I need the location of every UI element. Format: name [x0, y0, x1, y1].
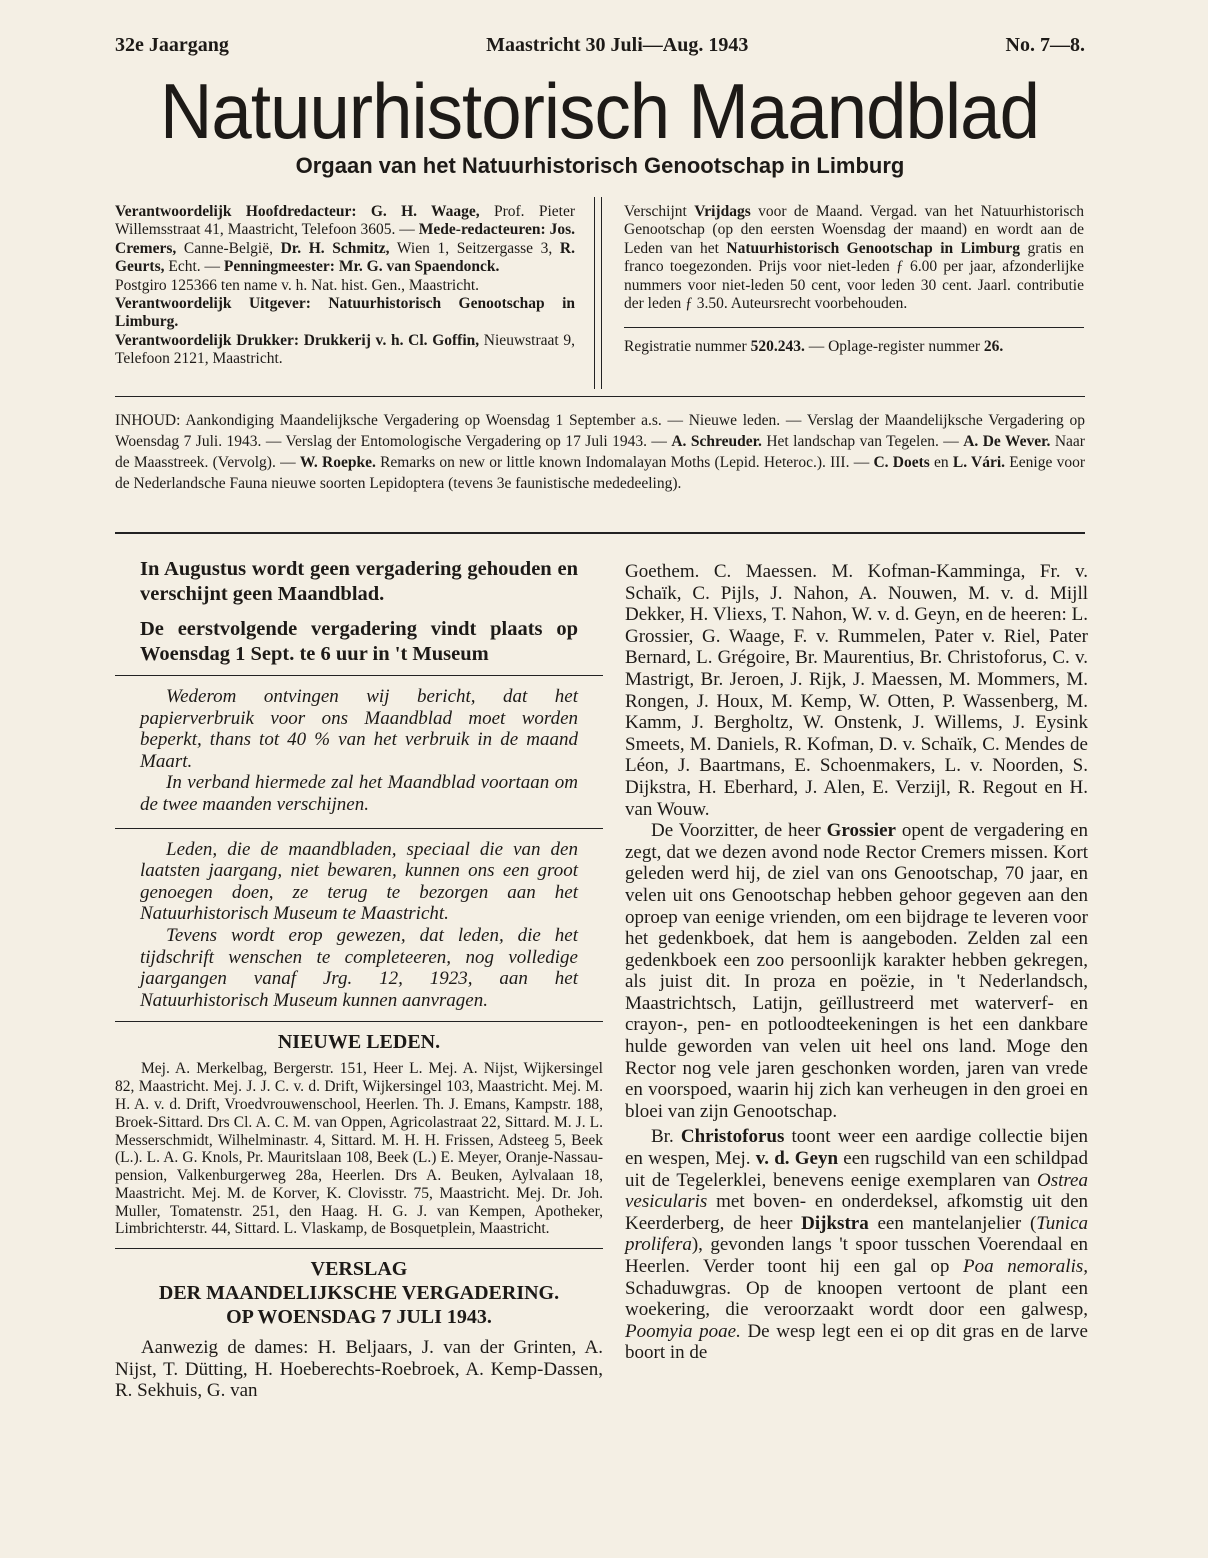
text-run: en — [929, 454, 953, 471]
text-run: toont weer een aardige collectie bijen en wespen, Mej. — [625, 1126, 1088, 1170]
bold-text-run: Natuurhistorisch Genootschap in Limburg — [726, 239, 1021, 257]
attendance-continued — [625, 561, 1088, 820]
bold-text-run: 520.243. — [750, 338, 805, 356]
text-run: Eenige voor de Nederlandsche Fauna nieuwe soorten Lepidoptera (tevens 3e faunistische mededeeling). — [115, 454, 1085, 492]
exhibits-paragraph — [625, 1126, 1088, 1364]
report-heading-1: VERSLAG — [310, 1258, 408, 1281]
text-run: Canne-België, — [176, 239, 281, 257]
text-run: gratis en franco toegezonden. Prijs voor niet-leden ƒ 6.00 per jaar, afzonderlijke nummers voor niet-leden 50 cent, voor leden 30 cent. Jaarl. contributie der leden ƒ 3.50. Auteursrecht voorbehouden. — [624, 239, 1084, 313]
divider — [115, 1021, 603, 1022]
text-run: Echt. — — [164, 258, 224, 276]
text-run: Br. — [651, 1126, 681, 1148]
divider — [115, 828, 603, 829]
text-run: Nieuwstraat 9, Telefoon 2121, Maastricht. — [115, 331, 575, 368]
issue-number: No. 7—8. — [1005, 34, 1085, 56]
bold-text-run: Vrijdags — [694, 203, 751, 220]
bold-text-run: Mede-redacteuren: Jos. Cremers, — [115, 221, 575, 257]
next-meeting-notice: De eerstvolgende vergadering vindt plaats op Woensdag 1 Sept. te 6 uur in 't Museum — [140, 618, 578, 665]
divider — [115, 675, 603, 676]
italic-text-run: Poomyia poae. — [625, 1320, 741, 1342]
right-column — [625, 561, 1088, 1364]
journal-title: Natuurhistorisch Maandblad — [159, 67, 1040, 155]
text-run: Naar de Maasstreek. (Vervolg). — — [115, 433, 1085, 471]
bold-text-run: L. Vári. — [952, 454, 1006, 471]
divider — [115, 1248, 603, 1249]
bold-text-run: Verantwoordelijk Uitgever: Natuurhistorisch Genootschap in Limburg. — [115, 295, 575, 331]
chairman-paragraph — [625, 820, 1088, 1122]
italic-text-run: Tunica prolifera — [625, 1212, 1088, 1256]
text-run: Registratie nummer — [624, 338, 751, 356]
paragraph — [115, 295, 575, 332]
text-run: een rugschild van een schildpad uit de Tegelerklei, benevens eenige exemplaren van — [625, 1148, 1088, 1191]
bold-text-run: A. De Wever. — [963, 433, 1051, 450]
text-run: Verschijnt — [624, 203, 695, 220]
bold-text-run: 26. — [983, 338, 1004, 356]
text-run: Schaduwgras. Op de knoopen vertoont de plant een woekering, die veroorzaakt wordt door een galwesp, — [625, 1277, 1088, 1321]
italic-text-run: Ostrea vesicularis — [625, 1169, 1088, 1213]
text-run: opent de vergadering en zegt, dat we dezen avond node Rector Cremers missen. Kort geleden werd hij, de ziel van ons Genootschap, 70 jaar, en velen uit ons Genootschap hebben gehoor gegeven aan den oproep van eenige vrienden, om een bijdrage te leveren voor het gedenkboek, dat hem is aangeboden. Zelden zal een gedenkboek een zoo persoonlijk karakter hebben gekregen, als juist dit. In proza en poëzie, in 't Nederlandsch, Maastrichtsch, Latijn, geïllustreerd met waterverf- en crayon-, pen- en potloodteekeningen is het een dankbare hulde geworden van velen uit heel ons land. Moge den Rector nog vele jaren geschonken worden, jaren van vrede en voorspoed, waarin hij zich kan verheugen in den groei en bloei van zijn Genootschap. — [625, 820, 1088, 1122]
text-run: Postgiro 125366 ten name v. h. Nat. hist. Gen., Maastricht. — [115, 276, 480, 294]
text-run: voor de Maand. Vergad. van het Natuurhistorisch Genootschap (op den eersten Woensdag der maand) en wordt aan de Leden van het — [624, 203, 1084, 257]
divider — [115, 396, 1085, 397]
masthead-right — [624, 203, 1084, 357]
bold-text-run: Dijkstra — [801, 1212, 869, 1234]
column-divider — [594, 197, 602, 389]
bold-text-run: Verantwoordelijk Drukker: Drukkerij v. h. Cl. Goffin, — [115, 331, 480, 349]
paper-shortage-notice: Wederom ontvingen wij bericht, dat het papierverbruik voor ons Maandblad moet worden beperkt, thans tot 40 % van het verbruik in de maand Maart. — [140, 686, 578, 772]
bold-text-run: Penningmeester: Mr. G. van Spaendonck. — [223, 258, 500, 276]
bold-text-run: Christoforus — [680, 1126, 785, 1148]
text-run: met boven- en onderdeksel, afkomstig uit den Keerderberg, de heer — [625, 1191, 1088, 1234]
no-meeting-notice: In Augustus wordt geen vergadering gehouden en verschijnt geen Maandblad. — [140, 558, 578, 605]
bold-text-run: A. Schreuder. — [671, 433, 762, 450]
table-of-contents — [115, 410, 1085, 494]
journal-subtitle: Orgaan van het Natuurhistorisch Genootschap in Limburg — [295, 153, 905, 178]
bold-text-run: C. Doets — [873, 454, 930, 471]
text-run: ), gevonden langs 't spoor tusschen Voerendaal en Heerlen. Verder toont hij een gal op — [625, 1234, 1088, 1277]
report-heading-3: OP WOENSDAG 7 JULI 1943. — [226, 1306, 492, 1329]
italic-text-run: Poa nemoralis, — [963, 1256, 1088, 1277]
text-run: Het landschap van Tegelen. — — [761, 433, 964, 450]
volume: 32e Jaargang — [115, 34, 229, 56]
report-heading-2: DER MAANDELIJKSCHE VERGADERING. — [158, 1282, 560, 1305]
paragraph — [115, 332, 575, 369]
registration-info — [624, 338, 1084, 356]
divider — [115, 532, 1085, 534]
bold-text-run: R. Geurts, — [115, 239, 575, 276]
left-column — [115, 557, 603, 1402]
text-run: De wesp legt een ei op dit gras en de larve boort in de — [625, 1320, 1088, 1364]
bold-text-run: v. d. Geyn — [755, 1148, 839, 1170]
text-run: — Oplage-register nummer — [804, 338, 984, 356]
return-issues-notice: Leden, die de maandbladen, speciaal die van den laatsten jaargang, niet bewaren, kunnen ons een groot genoegen doen, ze terug te bezorgen aan het Natuurhistorisch Museum te Maastricht. — [140, 838, 578, 925]
bold-text-run: Grossier — [826, 820, 896, 842]
divider — [624, 327, 1084, 328]
paragraph — [115, 203, 575, 277]
publication-info — [624, 203, 1084, 313]
attendance-text: Aanwezig de dames: H. Beljaars, J. van der Grinten, A. Nijst, T. Dütting, H. Hoeberechts-Roebroek, A. Kemp-Dassen, R. Sekhuis, G. van — [115, 1337, 603, 1402]
bold-text-run: W. Roepke. — [299, 454, 376, 471]
text-run: INHOUD: Aankondiging Maandelijksche Vergadering op Woensdag 1 September a.s. — Nieuwe leden. — Verslag der Maandelijksche Vergadering op Woensdag 7 Juli. 1943. — Verslag der Entomologische Vergadering op 17 Juli 1943. — — [115, 412, 1085, 450]
bold-text-run: Verantwoordelijk Hoofdredacteur: G. H. Waage, — [115, 203, 480, 220]
running-header — [115, 34, 1085, 57]
text-run: Goethem. C. Maessen. M. Kofman-Kamminga, Fr. v. Schaïk, C. Pijls, J. Nahon, A. Nouwen, M. v. d. Mijll Dekker, H. Vliexs, T. Nahon, W. v. d. Geyn, en de heeren: L. Grossier, G. Waage, F. v. Rummelen, Pater v. Riel, Pater Bernard, L. Grégoire, Br. Maurentius, Br. Christoforus, C. v. Mastrigt, Br. Jeroen, J. Rijk, J. Maessen, M. Mommers, M. Rongen, J. Houx, M. Kemp, W. Otten, P. Wassenberg, M. Kamm, J. Bergholtz, W. Onstenk, J. Willems, J. Eysink Smeets, M. Daniels, R. Kofman, D. v. Schaïk, C. Mendes de Léon, J. Baartmans, E. Schoenmakers, L. v. Noorden, S. Dijkstra, H. Eberhard, J. Alen, E. Verzijl, R. Regout en H. van Wouw. — [625, 561, 1088, 820]
issue-date: Maastricht 30 Juli—Aug. 1943 — [486, 34, 749, 56]
text-run: Remarks on new or little known Indomalayan Moths (Lepid. Heteroc.). III. — — [375, 454, 874, 471]
text-run: Prof. Pieter Willemsstraat 41, Maastricht, Telefoon 3605. — — [115, 203, 575, 239]
bold-text-run: Dr. H. Schmitz, — [280, 239, 390, 257]
bimonthly-notice: In verband hiermede zal het Maandblad voortaan om de twee maanden verschijnen. — [140, 772, 578, 815]
text-run: een mantelanjelier ( — [868, 1212, 1037, 1234]
paragraph — [115, 277, 575, 295]
masthead-left — [115, 203, 575, 369]
new-members-heading: NIEUWE LEDEN. — [277, 1031, 441, 1054]
text-run: De Voorzitter, de heer — [651, 820, 827, 842]
complete-volumes-notice: Tevens wordt erop gewezen, dat leden, die het tijdschrift wenschen te completeeren, nog volledige jaargangen vanaf Jrg. 12, 1923, aan het Natuurhistorisch Museum kunnen aanvragen. — [140, 924, 578, 1011]
new-members-list: Mej. A. Merkelbag, Bergerstr. 151, Heer L. Mej. A. Nijst, Wijkersingel 82, Maastricht. Mej. J. J. C. v. d. Drift, Wijkersingel 103, Maastricht. Mej. M. H. A. v. d. Drift, Vroedvrouwenschool, Heerlen. Th. J. Emans, Kampstr. 188, Broek-Sittard. Drs Cl. A. C. M. van Oppen, Agricolastraat 22, Sittard. M. J. L. Messerschmidt, Wilhelminastr. 4, Sittard. M. H. H. Frissen, Adsteeg 5, Beek (L.). L. A. G. Knols, Pr. Mauritslaan 108, Beek (L.) E. Meyer, Oranje-Nassau-pension, Valkenburgerweg 28a, Heerlen. Drs A. Beuken, Aylvalaan 18, Maastricht. Mej. M. de Korver, K. Clovisstr. 75, Maastricht. Mej. Dr. Joh. Muller, Tomatenstr. 251, den Haag. H. G. J. van Kempen, Apotheker, Limbrichterstr. 44, Sittard. L. Vlaskamp, de Bosquetplein, Maastricht. — [115, 1060, 603, 1238]
text-run: Wien 1, Seitzergasse 3, — [389, 239, 560, 257]
